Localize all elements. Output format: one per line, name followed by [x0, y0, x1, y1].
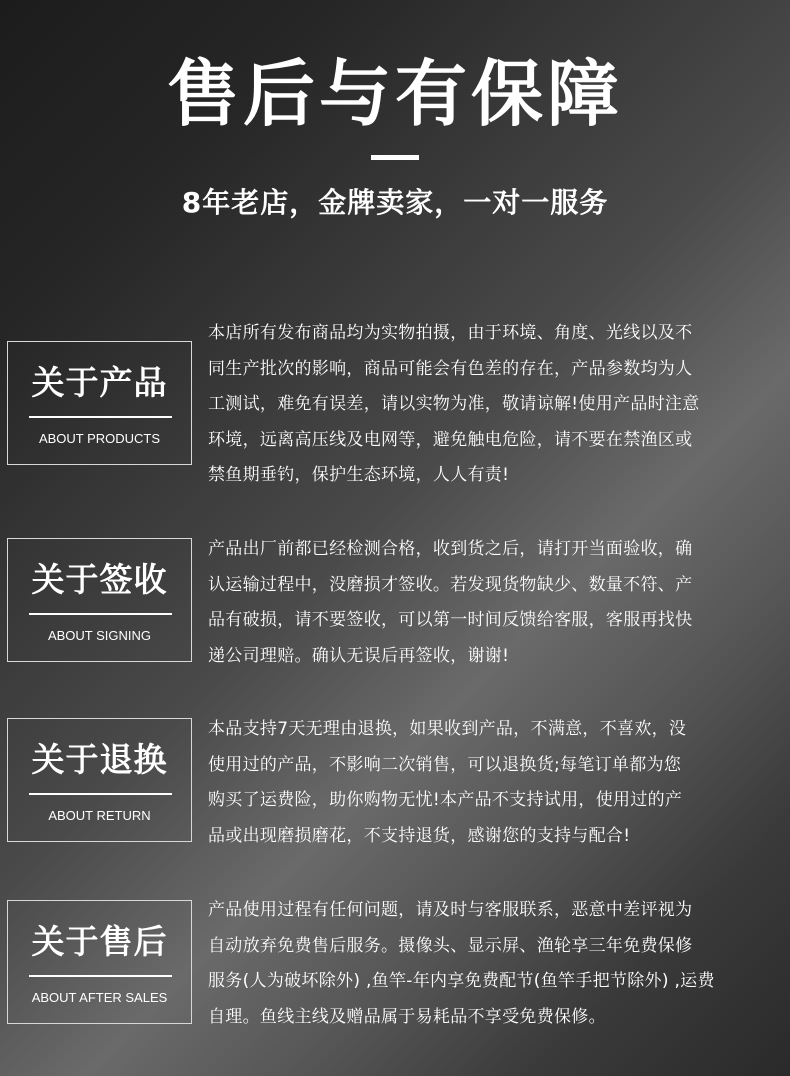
description-line: 使用过的产品，不影响二次销售，可以退换货;每笔订单都为您 — [208, 754, 682, 775]
description-line: 递公司理赔。确认无误后再签收，谢谢! — [208, 645, 510, 666]
title-divider — [371, 155, 419, 160]
description-line: 自理。鱼线主线及赠品属于易耗品不享受免费保修。 — [208, 1006, 606, 1027]
description-line: 产品出厂前都已经检测合格，收到货之后，请打开当面验收，确 — [208, 539, 693, 559]
section-subtitle-en: ABOUT PRODUCTS — [38, 431, 161, 446]
section-subtitle-en: ABOUT RETURN — [48, 808, 151, 823]
section-description — [208, 712, 728, 854]
description-line: 购买了运费险，助你购物无忧!本产品不支持试用，使用过的产 — [208, 790, 683, 810]
section-description — [208, 893, 728, 1035]
page-title: 售后与有保障 — [166, 52, 623, 136]
description-line: 本店所有发布商品均为实物拍摄，由于环境、角度、光线以及不 — [208, 323, 693, 343]
description-line: 本品支持7天无理由退换，如果收到产品，不满意，不喜欢，没 — [208, 719, 687, 739]
description-line: 工测试，难免有误差，请以实物为准，敬请谅解!使用产品时注意 — [208, 394, 700, 414]
description-line: 禁鱼期垂钓，保护生态环境，人人有责! — [208, 465, 510, 485]
section-title: 关于签收 — [31, 560, 168, 599]
description-line: 品有破损，请不要签收，可以第一时间反馈给客服，客服再找快 — [208, 610, 693, 630]
description-line: 品或出现磨损磨花，不支持退货，感谢您的支持与配合! — [208, 825, 631, 846]
description-line: 服务(人为破坏除外) ,鱼竿-年内享免费配节(鱼竿手把节除外) ,运费 — [208, 971, 715, 991]
section-divider — [29, 416, 172, 418]
description-line: 产品使用过程有任何问题，请及时与客服联系，恶意中差评视为 — [208, 900, 693, 920]
section-label-box — [7, 718, 192, 842]
section-title: 关于售后 — [31, 922, 168, 961]
section-label-box — [7, 538, 192, 662]
section-divider — [29, 613, 172, 615]
description-line: 环境，远离高压线及电网等，避免触电危险，请不要在禁渔区或 — [208, 429, 693, 450]
section-divider — [29, 975, 172, 977]
section-title: 关于退换 — [31, 740, 168, 779]
section-label-box — [7, 900, 192, 1024]
section-subtitle-en: ABOUT SIGNING — [47, 628, 152, 643]
description-line: 认运输过程中，没磨损才签收。若发现货物缺少、数量不符、产 — [208, 574, 693, 595]
page-subtitle: 8年老店，金牌卖家，一对一服务 — [181, 186, 609, 219]
section-description — [208, 316, 728, 494]
section-title: 关于产品 — [31, 363, 168, 402]
description-line: 同生产批次的影响，商品可能会有色差的存在，产品参数均为人 — [208, 358, 693, 379]
section-label-box — [7, 341, 192, 465]
section-description — [208, 532, 728, 674]
section-subtitle-en: ABOUT AFTER SALES — [31, 990, 168, 1005]
description-line: 自动放弃免费售后服务。摄像头、显示屏、渔轮享三年免费保修 — [208, 935, 693, 956]
section-divider — [29, 793, 172, 795]
